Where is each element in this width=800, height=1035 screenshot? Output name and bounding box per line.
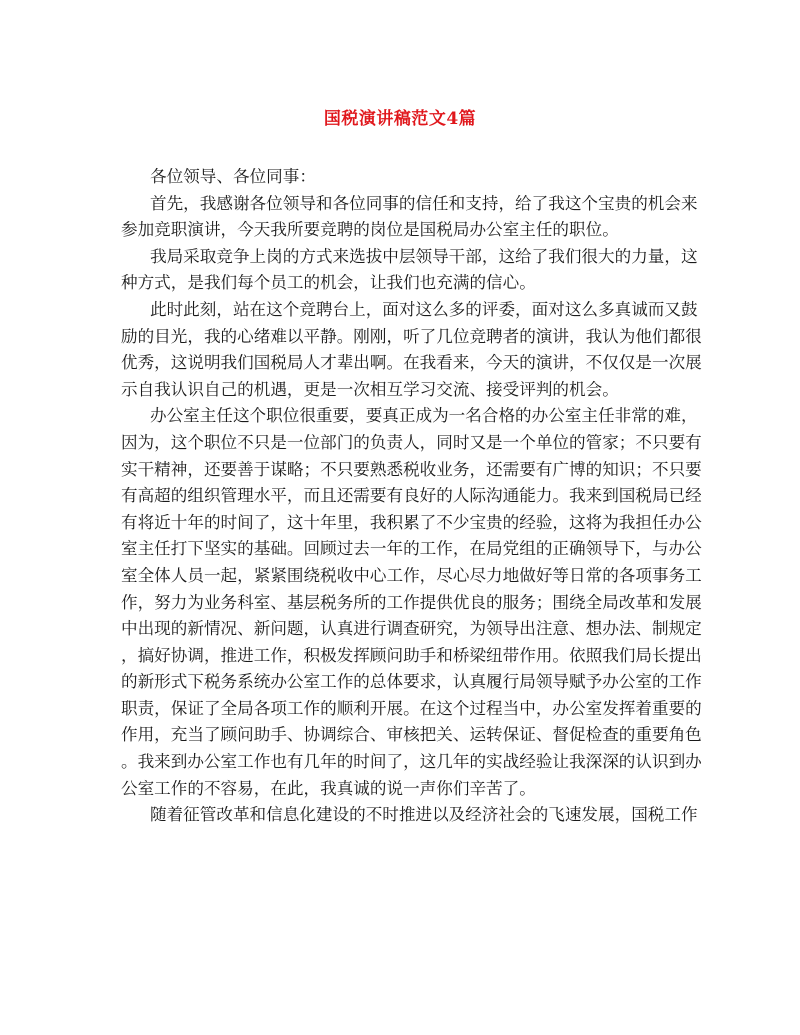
- paragraph-line: 此时此刻，站在这个竞聘台上，面对这么多的评委，面对这么多真诚而又鼓: [150, 299, 698, 319]
- paragraph-line: 示自我认识自己的机遇，更是一次相互学习交流、接受评判的机会。: [121, 379, 619, 399]
- paragraph-line: 办公室主任这个职位很重要，要真正成为一名合格的办公室主任非常的难，: [150, 406, 698, 426]
- paragraph-line: 有将近十年的时间了，这十年里，我积累了不少宝贵的经验，这将为我担任办公: [121, 512, 702, 532]
- paragraph-line: 有高超的组织管理水平，而且还需要有良好的人际沟通能力。我来到国税局已经: [121, 486, 702, 506]
- paragraph-line: 中出现的新情况、新问题，认真进行调查研究，为领导出注意、想办法、制规定: [121, 619, 702, 639]
- paragraph-line: 作，努力为业务科室、基层税务所的工作提供优良的服务；围绕全局改革和发展: [121, 592, 702, 612]
- paragraph-line: 实干精神，还要善于谋略；不只要熟悉税收业务，还需要有广博的知识；不只要: [121, 459, 702, 479]
- paragraph-line: ，搞好协调，推进工作，积极发挥顾问助手和桥梁纽带作用。依照我们局长提出: [121, 645, 702, 665]
- paragraph-line: 室主任打下坚实的基础。回顾过去一年的工作，在局党组的正确领导下，与办公: [121, 539, 702, 559]
- paragraph-line: 室全体人员一起，紧紧围绕税收中心工作，尽心尽力地做好等日常的各项事务工: [121, 565, 702, 585]
- paragraph-line: 参加竞职演讲，今天我所要竞聘的岗位是国税局办公室主任的职位。: [121, 220, 619, 240]
- document-body: [121, 164, 702, 829]
- paragraph-line: 因为，这个职位不只是一位部门的负责人，同时又是一个单位的管家；不只要有: [121, 432, 702, 452]
- paragraph-line: 励的目光，我的心绪难以平静。刚刚，听了几位竞聘者的演讲，我认为他们都很: [121, 326, 702, 346]
- salutation-line: 各位领导、各位同事：: [150, 167, 316, 186]
- paragraph-line: 的新形式下税务系统办公室工作的总体要求，认真履行局领导赋予办公室的工作: [121, 672, 702, 692]
- paragraph-line: 优秀，这说明我们国税局人才辈出啊。在我看来，今天的演讲，不仅仅是一次展: [121, 353, 702, 373]
- paragraph-line: 随着征管改革和信息化建设的不时推进以及经济社会的飞速发展，国税工作: [150, 805, 698, 825]
- paragraph-line: 我局采取竞争上岗的方式来选拔中层领导干部，这给了我们很大的力量，这: [150, 246, 698, 266]
- paragraph-line: 职责，保证了全局各项工作的顺利开展。在这个过程当中，办公室发挥着重要的: [121, 698, 702, 718]
- document-title: 国税演讲稿范文4篇: [323, 109, 477, 129]
- paragraph-line: 公室工作的不容易，在此，我真诚的说一声你们辛苦了。: [121, 778, 536, 798]
- paragraph-line: 种方式，是我们每个员工的机会，让我们也充满的信心。: [121, 273, 536, 293]
- paragraph-line: 作用，充当了顾问助手、协调综合、审核把关、运转保证、督促检查的重要角色: [121, 725, 702, 745]
- paragraph-line: 首先，我感谢各位领导和各位同事的信任和支持，给了我这个宝贵的机会来: [150, 193, 698, 213]
- paragraph-line: 。我来到办公室工作也有几年的时间了，这几年的实战经验让我深深的认识到办: [121, 752, 702, 772]
